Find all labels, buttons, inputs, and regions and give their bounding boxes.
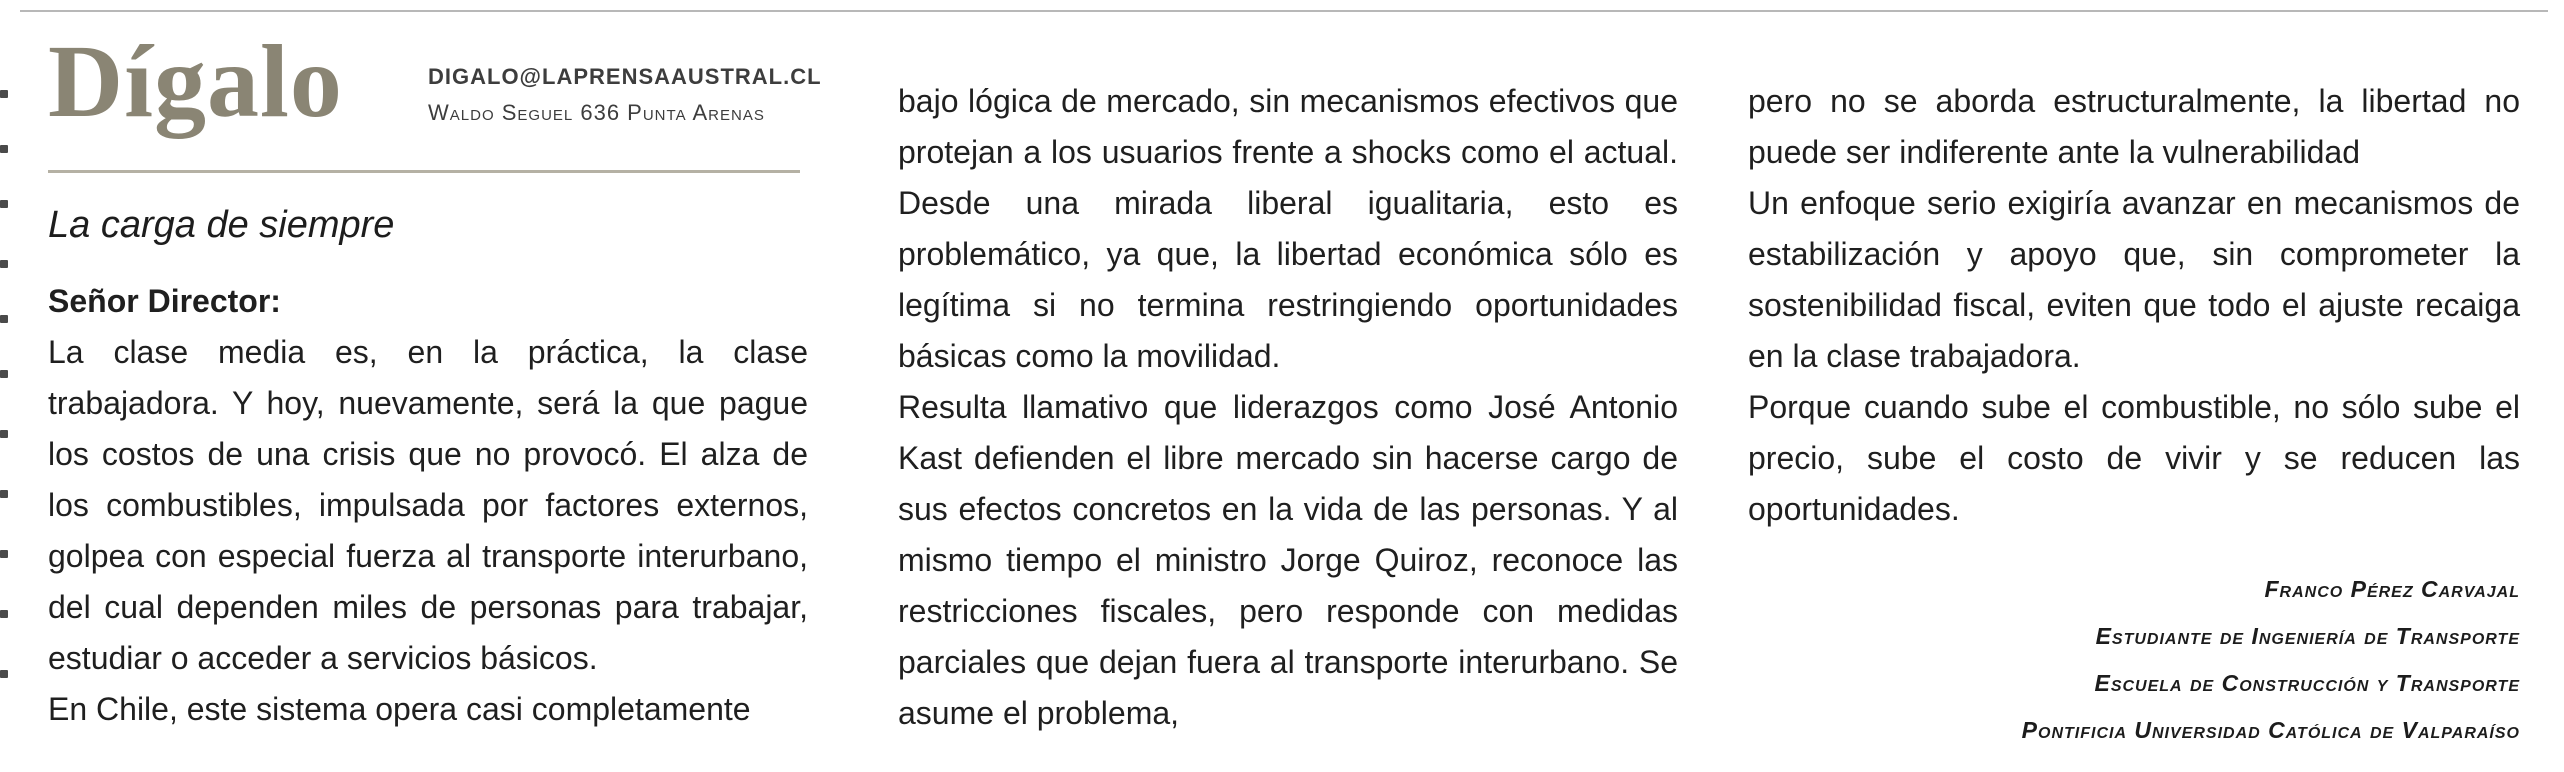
body-paragraph: pero no se aborda estructuralmente, la libertad no puede ser indiferente ante la vulnerabilidad	[1748, 83, 2520, 170]
signature-university: Pontificia Universidad Católica de Valparaíso	[2021, 717, 2520, 743]
letter-signature	[2022, 566, 2520, 754]
body-paragraph: Resulta llamativo que liderazgos como José Antonio Kast defienden el libre mercado sin hacerse cargo de sus efectos concretos en la vida de las personas. Y al mismo tiempo el ministro Jorge Quiroz, reconoce las restricciones fiscales, pero responde con medidas parciales que dejan fuera al transporte interurbano. Se asume el problema,	[898, 389, 1678, 731]
letter-column-3	[1748, 76, 2520, 535]
body-paragraph: En Chile, este sistema opera casi completamente	[48, 691, 751, 727]
signature-title: Estudiante de Ingeniería de Transporte	[2095, 623, 2520, 649]
body-paragraph: La clase media es, en la práctica, la clase trabajadora. Y hoy, nuevamente, será la que pague los costos de una crisis que no provocó. El alza de los combustibles, impulsada por factores externos, golpea con especial fuerza al transporte interurbano, del cual dependen miles de personas para trabajar, estudiar o acceder a servicios básicos.	[48, 334, 808, 676]
contact-block	[428, 64, 822, 126]
section-masthead	[48, 24, 822, 160]
masthead-rule	[48, 170, 800, 173]
top-rule	[20, 10, 2548, 12]
signature-author: Franco Pérez Carvajal	[2264, 576, 2520, 602]
signature-school: Escuela de Construcción y Transporte	[2094, 670, 2520, 696]
contact-address: Waldo Seguel 636 Punta Arenas	[428, 100, 765, 125]
body-paragraph: Porque cuando sube el combustible, no sólo sube el precio, sube el costo de vivir y se reducen las oportunidades.	[1748, 389, 2520, 527]
letter-headline: La carga de siempre	[48, 204, 395, 246]
letter-column-2	[898, 76, 1678, 739]
contact-email: DIGALO@LAPRENSAAUSTRAL.CL	[428, 64, 822, 89]
letter-salutation: Señor Director:	[48, 283, 281, 319]
adjacent-column-edge	[0, 70, 10, 690]
letter-column-1	[48, 200, 808, 735]
body-paragraph: Un enfoque serio exigiría avanzar en mecanismos de estabilización y apoyo que, sin comprometer la sostenibilidad fiscal, eviten que todo el ajuste recaiga en la clase trabajadora.	[1748, 185, 2520, 374]
body-paragraph: bajo lógica de mercado, sin mecanismos efectivos que protejan a los usuarios frente a shocks como el actual. Desde una mirada liberal igualitaria, esto es problemático, ya que, la libertad económica sólo es legítima si no termina restringiendo oportunidades básicas como la movilidad.	[898, 83, 1678, 374]
section-logo: Dígalo	[48, 24, 343, 139]
